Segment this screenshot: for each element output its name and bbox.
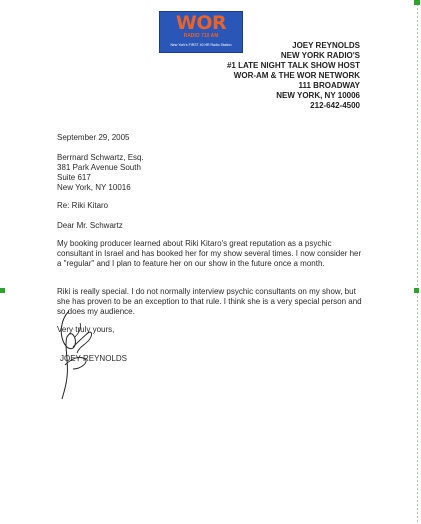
letterhead-line: WOR-AM & THE WOR NETWORK [233, 71, 360, 80]
letterhead-line: NEW YORK RADIO'S [280, 51, 360, 60]
letterhead-line: 212-642-4500 [310, 101, 360, 110]
logo-tagline: New York's FIRST 40 HR Radio Station [170, 43, 232, 47]
body-paragraph: My booking producer learned about Riki Kitaro's great reputation as a psychic consultant in Israel and has booked her for my show several times. I now consider her a "regular" and I plan to feature her on our show in the future once a month. [57, 239, 362, 268]
address-line: 381 Park Avenue South [57, 163, 141, 172]
page-border-guide [417, 0, 418, 524]
subject-line: Re: Riki Kitaro [57, 201, 109, 210]
handwritten-signature [55, 307, 125, 402]
letterhead-block [227, 41, 360, 111]
closing: Very truly yours, [57, 325, 115, 334]
salutation: Dear Mr. Schwartz [57, 221, 123, 230]
logo-wordmark: WOR [175, 12, 227, 34]
resize-handle-corner[interactable] [414, 0, 420, 5]
address-line: Berrnard Schwartz, Esq. [57, 153, 144, 162]
letterhead-line: 111 BROADWAY [298, 81, 360, 90]
logo-frequency: RADIO 710 AM [183, 33, 219, 39]
letter-date: September 29, 2005 [57, 133, 130, 142]
signatory-name: JOEY REYNOLDS [60, 354, 127, 363]
address-line: Suite 617 [57, 173, 91, 182]
letterhead-line: NEW YORK, NY 10006 [276, 91, 360, 100]
letterhead-line: JOEY REYNOLDS [292, 41, 360, 50]
body-paragraph: Riki is really special. I do not normally interview psychic consultants on my show, but she has proven to be an exception to that rule. I think she is a very special person and so does my audience. [57, 287, 362, 316]
resize-handle-left[interactable] [0, 288, 5, 293]
resize-handle-right[interactable] [414, 288, 419, 293]
recipient-address [57, 153, 144, 193]
letterhead-line: #1 LATE NIGHT TALK SHOW HOST [226, 61, 360, 70]
address-line: New York, NY 10016 [57, 183, 131, 192]
